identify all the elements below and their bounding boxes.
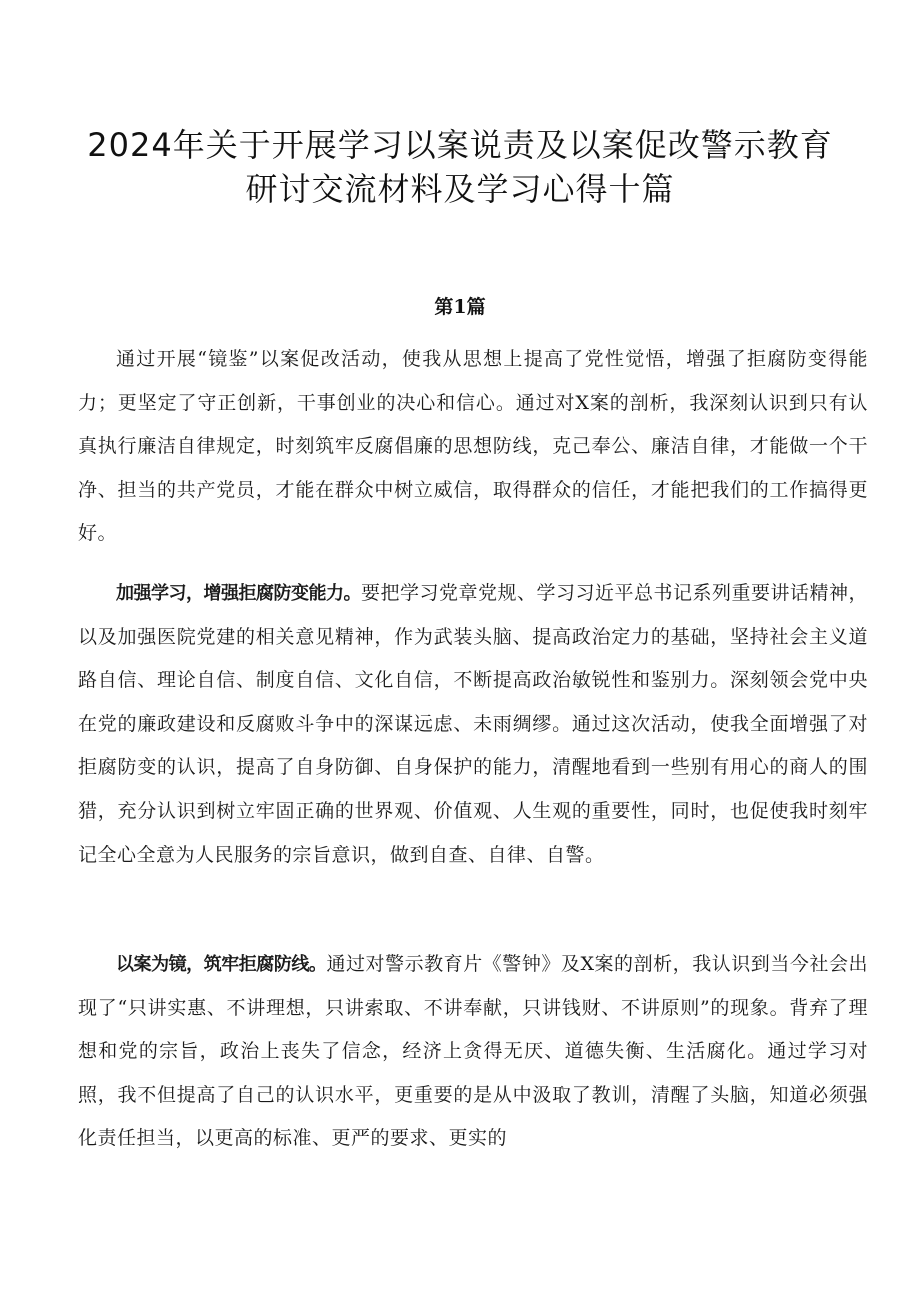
paragraph-3	[78, 943, 868, 1161]
paragraph-3-text: 通过对警示教育片《警钟》及X案的剖析，我认识到当今社会出现了“只讲实惠、不讲理想，只讲索取、不讲奉献，只讲钱财、不讲原则”的现象。背弃了理想和党的宗旨，政治上丧失了信念，经济上贪得无厌、道德失衡、生活腐化。通过学习对照，我不但提高了自己的认识水平，更重要的是从中汲取了教训，清醒了头脑，知道必须强化责任担当，以更高的标准、更严的要求、更实的	[78, 953, 868, 1150]
document-title-line-2: 研讨交流材料及学习心得十篇	[245, 170, 675, 208]
document-title-line-1: 2024年关于开展学习以案说责及以案促改警示教育	[87, 126, 833, 164]
section-heading: 第1篇	[434, 296, 486, 318]
paragraph-3-lead: 以案为镜，筑牢拒腐防线。	[116, 954, 327, 975]
paragraph-2	[78, 572, 868, 877]
paragraph-2-text: 要把学习党章党规、学习习近平总书记系列重要讲话精神，以及加强医院党建的相关意见精神，作为武装头脑、提高政治定力的基础，坚持社会主义道路自信、理论自信、制度自信、文化自信，不断提高政治敏锐性和鉴别力。深刻领会党中央在党的廉政建设和反腐败斗争中的深谋远虑、未雨绸缪。通过这次活动，使我全面增强了对拒腐防变的认识，提高了自身防御、自身保护的能力，清醒地看到一些别有用心的商人的围猎，充分认识到树立牢固正确的世界观、价值观、人生观的重要性，同时，也促使我时刻牢记全心全意为人民服务的宗旨意识，做到自查、自律、自警。	[78, 582, 869, 866]
paragraph-2-lead: 加强学习，增强拒腐防变能力。	[116, 583, 361, 604]
paragraph-1-text: 通过开展“镜鉴”以案促改活动，使我从思想上提高了党性觉悟，增强了拒腐防变得能力；更坚定了守正创新，干事创业的决心和信心。通过对X案的剖析，我深刻认识到只有认真执行廉洁自律规定，时刻筑牢反腐倡廉的思想防线，克己奉公、廉洁自律，才能做一个干净、担当的共产党员，才能在群众中树立威信，取得群众的信任，才能把我们的工作搞得更好。	[78, 348, 868, 545]
paragraph-1	[78, 338, 868, 556]
